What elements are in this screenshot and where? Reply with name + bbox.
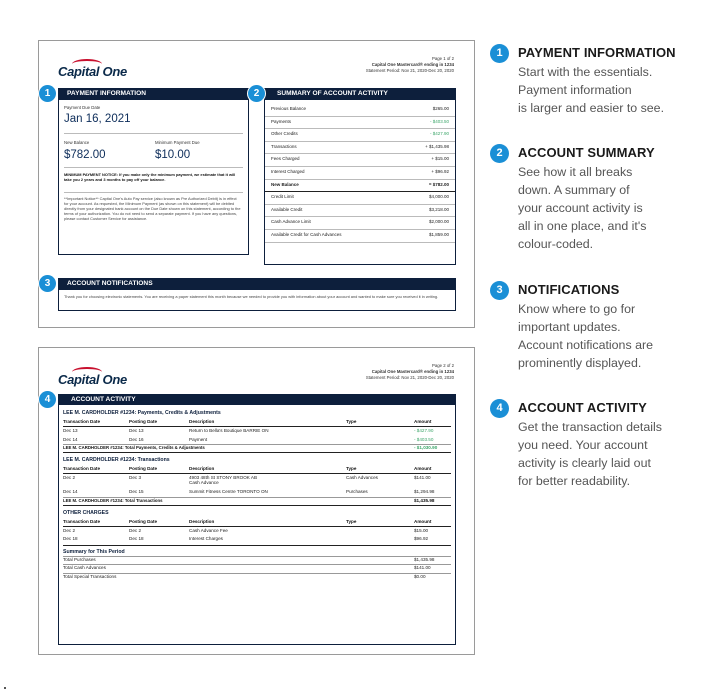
summary-row-value: $2,000.00 [428, 219, 449, 225]
feature-title: NOTIFICATIONS [518, 282, 620, 297]
total-label: LEE M. CARDHOLDER #1234: Total Transactions [63, 497, 163, 503]
feature-line: Know where to go for [518, 302, 636, 316]
summary-value: $0.00 [414, 573, 426, 579]
feature-line: activity is clearly laid out [518, 456, 651, 470]
feature-line: important updates. [518, 320, 621, 334]
table-cell: Dec 14 [63, 489, 78, 494]
section-title: LEE M. CARDHOLDER #1234: Payments, Credits & Adjustments [63, 410, 221, 416]
decorative-dot [4, 687, 6, 689]
column-header: Type [346, 518, 357, 524]
summary-row [265, 191, 455, 205]
summary-row [265, 128, 455, 142]
feature-title: ACCOUNT ACTIVITY [518, 400, 647, 415]
summary-row-value: + $15.00 [431, 156, 449, 162]
column-header: Posting Date [129, 466, 158, 471]
summary-row [265, 204, 455, 218]
divider [63, 526, 451, 527]
payment-info-header: PAYMENT INFORMATION [58, 88, 249, 99]
feature-description [518, 418, 693, 490]
summary-row-value: = $782.00 [428, 181, 449, 187]
divider [63, 545, 451, 546]
badge-4: 4 [39, 391, 56, 408]
account-activity-header: ACCOUNT ACTIVITY [58, 394, 456, 405]
table-cell: Dec 18 [129, 536, 144, 541]
summary-row-label: Payments [271, 118, 292, 124]
summary-row-value: $265.00 [432, 106, 449, 111]
summary-box [264, 99, 456, 265]
feature-description [518, 163, 693, 253]
badge-2: 2 [248, 85, 265, 102]
summary-row [265, 103, 455, 117]
divider [63, 564, 451, 565]
min-payment-notice: MINIMUM PAYMENT NOTICE: If you make only the minimum payment, we estimate that it will take you 2 years and 3 months to pay off your balance. [64, 172, 236, 182]
notifications-box [58, 289, 456, 311]
feature-line: for better readability. [518, 474, 631, 488]
column-header: Posting Date [129, 419, 158, 424]
table-cell: Dec 2 [63, 527, 76, 533]
column-header: Description [189, 419, 215, 424]
summary-row-label: Credit Limit [271, 194, 294, 200]
summary-row-label: Other Credits [271, 131, 298, 137]
badge-3: 3 [39, 275, 56, 292]
summary-value: $1,435.98 [414, 556, 435, 562]
statement-header: Page 2 of 2 Capital One Mastercard® ending in 1234 Statement Period: Nov 21, 2020-Dec 20, 2020 [365, 363, 454, 380]
feature-badge-1: 1 [490, 44, 509, 63]
column-header: Amount [414, 466, 432, 471]
new-balance-value: $782.00 [64, 149, 106, 161]
table-cell: $141.00 [414, 475, 431, 480]
divider [63, 505, 451, 506]
summary-label: Total Purchases [63, 556, 96, 562]
payment-info-box [58, 99, 249, 255]
new-balance-label: New Balance [64, 140, 90, 145]
divider [63, 426, 451, 427]
activity-table [58, 405, 456, 645]
summary-row-label: Available Credit [271, 206, 303, 212]
feature-line: prominently displayed. [518, 356, 642, 370]
summary-label: Total Cash Advances [63, 565, 106, 570]
statement-page-1 [38, 40, 475, 328]
statement-header: Page 1 of 2 Capital One Mastercard® ending in 1234 Statement Period: Nov 21, 2020-Dec 20, 2020 [365, 56, 454, 73]
column-header: Transaction Date [63, 419, 101, 424]
feature-line: Start with the essentials. [518, 65, 653, 79]
divider [63, 473, 451, 474]
table-cell: Cash Advance Fee [189, 527, 228, 533]
feature-line: Account notifications are [518, 338, 653, 352]
column-header: Transaction Date [63, 466, 101, 471]
feature-title: ACCOUNT SUMMARY [518, 145, 655, 160]
summary-row-label: Previous Balance [271, 106, 307, 111]
feature-title: PAYMENT INFORMATION [518, 45, 676, 60]
feature-line: colour-coded. [518, 237, 594, 251]
total-label: LEE M. CARDHOLDER #1234: Total Payments, Credits & Adjustments [63, 445, 205, 450]
min-payment-label: Minimum Payment Due [155, 140, 200, 145]
table-cell: $15.00 [414, 527, 429, 533]
table-cell: Dec 15 [129, 489, 144, 494]
feature-line: See how it all breaks [518, 165, 633, 179]
capital-one-logo: Capital One [58, 372, 127, 387]
total-value: - $1,030.90 [414, 445, 438, 450]
table-cell: Dec 13 [129, 428, 144, 433]
feature-line: Get the transaction details [518, 420, 662, 434]
table-cell: $96.92 [414, 536, 429, 541]
min-payment-value: $10.00 [155, 149, 191, 161]
table-cell: Return to Bella's Boutique BARRIE ON [189, 428, 269, 433]
feature-badge-2: 2 [490, 144, 509, 163]
table-cell: Dec 14 [63, 436, 78, 442]
feature-description [518, 63, 693, 117]
table-cell: Cash Advance [189, 480, 219, 485]
column-header: Description [189, 466, 215, 471]
summary-row-value: - $427.90 [429, 131, 449, 137]
summary-row [265, 141, 455, 155]
summary-row-value: $4,000.00 [428, 194, 449, 200]
table-cell: 4903 48th St STONY BROOK AB [189, 475, 258, 480]
feature-line: your account activity is [518, 201, 643, 215]
divider [63, 452, 451, 453]
divider [63, 556, 451, 557]
feature-description [518, 300, 693, 372]
column-header: Type [346, 466, 357, 471]
table-cell: Summit Fitness Centre TORONTO ON [189, 489, 268, 494]
table-cell: Dec 18 [63, 536, 78, 541]
feature-line: is larger and easier to see. [518, 101, 665, 115]
summary-row [265, 179, 455, 193]
summary-value: $141.00 [414, 565, 431, 570]
badge-1: 1 [39, 85, 56, 102]
summary-row-value: $3,218.00 [428, 206, 449, 212]
summary-row-value: + $96.92 [431, 169, 449, 174]
column-header: Amount [414, 419, 432, 424]
summary-row-label: New Balance [271, 181, 299, 187]
due-date-value: Jan 16, 2021 [64, 113, 131, 125]
feature-line: you need. Your account [518, 438, 648, 452]
table-cell: $1,294.98 [414, 489, 435, 494]
section-title: LEE M. CARDHOLDER #1234: Transactions [63, 457, 170, 463]
summary-row-label: Fees Charged [271, 156, 300, 162]
column-header: Amount [414, 518, 432, 524]
summary-row [265, 153, 455, 167]
feature-line: all in one place, and it's [518, 219, 647, 233]
total-value: $1,435.98 [414, 497, 435, 503]
auto-pay-notice: **Important Notice** Capital One's Auto Pay service (also known as Pre Authorized Debit) is in effect for your account. As requested, the Minimum Payment (as shown on this statement) will be debited directly from your designated bank account on the Due Date shown on this statement, according to the terms of your authorization. You do not need to send a separate payment. If you have any questions, please contact Customer Service for assistance. [64, 196, 241, 221]
section-title: Summary for This Period [63, 548, 125, 555]
feature-badge-3: 3 [490, 281, 509, 300]
summary-row-label: Interest Charged [271, 169, 305, 174]
summary-row [265, 166, 455, 180]
notifications-header: ACCOUNT NOTIFICATIONS [58, 278, 456, 289]
table-cell: Purchases [346, 489, 368, 494]
feature-badge-4: 4 [490, 399, 509, 418]
due-date-label: Payment Due Date [64, 105, 101, 110]
table-cell: Dec 2 [129, 527, 142, 533]
feature-line: down. A summary of [518, 183, 630, 197]
table-cell: Dec 2 [63, 475, 76, 480]
section-title: OTHER CHARGES [63, 509, 109, 516]
table-cell: Cash Advances [346, 475, 378, 480]
table-cell: Dec 13 [63, 428, 78, 433]
summary-row [265, 116, 455, 130]
column-header: Transaction Date [63, 518, 101, 524]
summary-header: SUMMARY OF ACCOUNT ACTIVITY [264, 88, 456, 99]
summary-row [265, 229, 455, 243]
summary-row-value: + $1,435.98 [425, 143, 449, 149]
column-header: Posting Date [129, 518, 158, 524]
column-header: Type [346, 419, 357, 424]
feature-line: Payment information [518, 83, 632, 97]
summary-row-label: Available Credit for Cash Advances [271, 232, 342, 237]
table-cell: Dec 16 [129, 436, 144, 442]
statement-page-2 [38, 347, 475, 655]
summary-row-label: Cash Advance Limit [271, 219, 311, 225]
table-cell: Payment [189, 436, 208, 442]
notifications-text: Thank you for choosing electronic statements. You are receiving a paper statement this month because we needed to provide you with information about your account and wanted to make sure you received it in writing. [64, 294, 439, 299]
summary-row-label: Transactions [271, 143, 297, 149]
capital-one-logo: Capital One [58, 64, 127, 79]
divider [63, 573, 451, 574]
summary-label: Total Special Transactions [63, 573, 117, 579]
table-cell: - $427.90 [414, 428, 434, 433]
table-cell: Dec 3 [129, 475, 142, 480]
summary-row [265, 216, 455, 230]
column-header: Description [189, 518, 215, 524]
summary-row-value: - $403.50 [429, 118, 449, 124]
summary-row-value: $1,859.00 [428, 232, 449, 237]
table-cell: Interest Charges [189, 536, 223, 541]
table-cell: - $403.50 [414, 436, 434, 442]
